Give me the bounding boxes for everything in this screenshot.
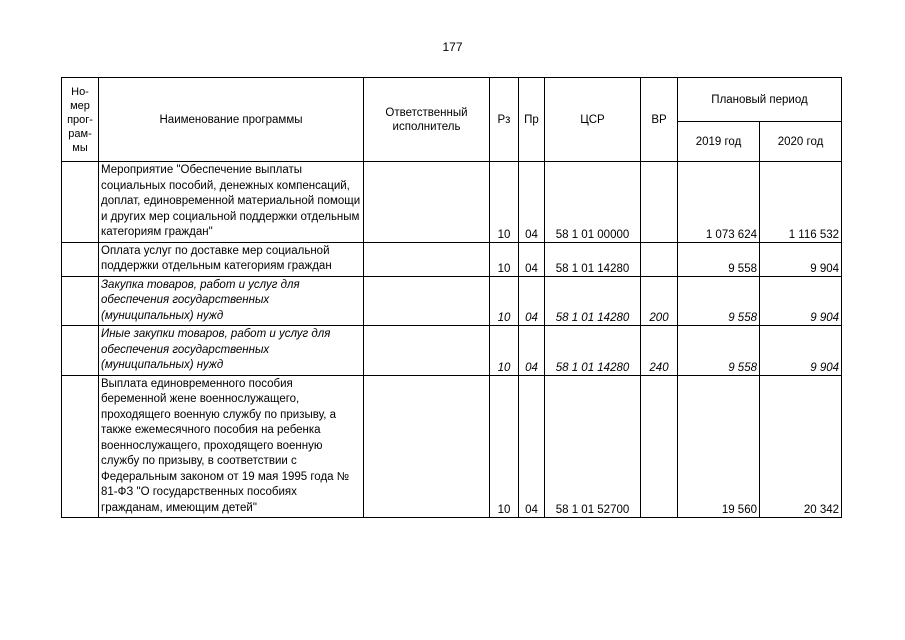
cell-2019: 1 073 624 (678, 162, 760, 243)
cell-2019: 19 560 (678, 375, 760, 518)
cell-csr: 58 1 01 14280 (545, 242, 641, 276)
budget-table (61, 77, 842, 518)
header-pr: Пр (519, 78, 545, 162)
cell-pr: 04 (519, 162, 545, 243)
cell-name: Выплата единовременного пособия беременной жене военнослужащего, проходящего военную службу по призыву, а также ежемесячного пособия на ребенка военнослужащего, проходящего военную службу по призыву, в соответствии с Федеральным законом от 19 мая 1995 года № 81-ФЗ "О государственных пособиях гражданам, имеющим детей" (99, 375, 364, 518)
cell-name: Иные закупки товаров, работ и услуг для обеспечения государственных (муниципальных) нужд (99, 326, 364, 376)
cell-csr: 58 1 01 52700 (545, 375, 641, 518)
cell-executor (364, 375, 490, 518)
cell-number (62, 276, 99, 326)
cell-name: Закупка товаров, работ и услуг для обеспечения государственных (муниципальных) нужд (99, 276, 364, 326)
cell-csr: 58 1 01 14280 (545, 276, 641, 326)
cell-vr (641, 162, 678, 243)
cell-2019: 9 558 (678, 326, 760, 376)
cell-vr: 240 (641, 326, 678, 376)
cell-2020: 9 904 (760, 242, 842, 276)
cell-rz: 10 (490, 162, 519, 243)
cell-number (62, 375, 99, 518)
cell-vr (641, 375, 678, 518)
cell-2019: 9 558 (678, 276, 760, 326)
cell-pr: 04 (519, 276, 545, 326)
cell-number (62, 326, 99, 376)
cell-pr: 04 (519, 242, 545, 276)
cell-number (62, 162, 99, 243)
cell-executor (364, 162, 490, 243)
cell-executor (364, 326, 490, 376)
header-csr: ЦСР (545, 78, 641, 162)
page-number: 177 (442, 40, 463, 54)
table-row (62, 375, 842, 518)
cell-2020: 9 904 (760, 276, 842, 326)
cell-rz: 10 (490, 375, 519, 518)
header-program-number-text: Но- мер прог- рам- мы (67, 85, 93, 154)
header-program-name: Наименование программы (99, 78, 364, 162)
cell-executor (364, 276, 490, 326)
header-year-2019: 2019 год (678, 122, 760, 162)
cell-2020: 20 342 (760, 375, 842, 518)
cell-pr: 04 (519, 326, 545, 376)
header-rz: Рз (490, 78, 519, 162)
table-row (62, 326, 842, 376)
cell-name: Оплата услуг по доставке мер социальной поддержки отдельным категориям граждан (99, 242, 364, 276)
cell-csr: 58 1 01 00000 (545, 162, 641, 243)
header-year-2020: 2020 год (760, 122, 842, 162)
header-planned-period: Плановый период (678, 78, 842, 122)
table-row (62, 276, 842, 326)
cell-rz: 10 (490, 242, 519, 276)
cell-vr (641, 242, 678, 276)
header-executor: Ответственный исполнитель (364, 78, 490, 162)
cell-2020: 9 904 (760, 326, 842, 376)
cell-2019: 9 558 (678, 242, 760, 276)
cell-name: Мероприятие "Обеспечение выплаты социальных пособий, денежных компенсаций, доплат, единовременной материальной помощи и других мер социальной поддержки отдельным категориям граждан" (99, 162, 364, 243)
cell-pr: 04 (519, 375, 545, 518)
table-row (62, 242, 842, 276)
table-row (62, 162, 842, 243)
cell-rz: 10 (490, 276, 519, 326)
cell-rz: 10 (490, 326, 519, 376)
cell-vr: 200 (641, 276, 678, 326)
header-vr: ВР (641, 78, 678, 162)
cell-2020: 1 116 532 (760, 162, 842, 243)
cell-executor (364, 242, 490, 276)
cell-number (62, 242, 99, 276)
cell-csr: 58 1 01 14280 (545, 326, 641, 376)
header-program-number (62, 78, 99, 162)
